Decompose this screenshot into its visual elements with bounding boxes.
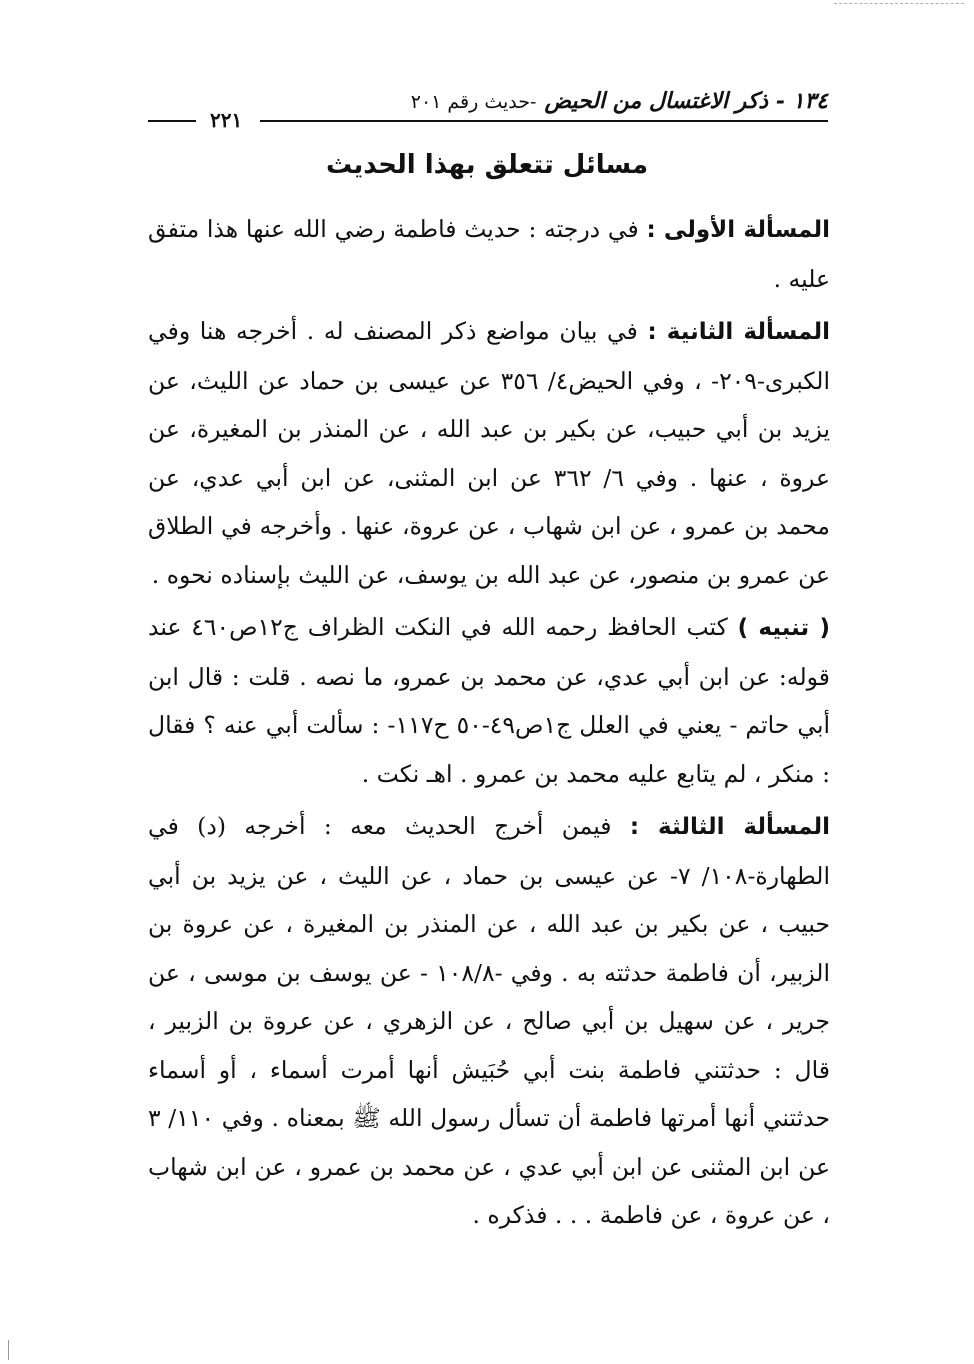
- paragraph-text: في درجته : حديث فاطمة رضي الله عنها هذا متفق عليه .: [148, 215, 830, 293]
- page-number: ٢٢١: [206, 108, 246, 132]
- scan-edge-left: [8, 1340, 9, 1360]
- body-text: [148, 205, 830, 1244]
- paragraph-first-issue: [148, 205, 830, 303]
- paragraph-second-issue: [148, 307, 830, 599]
- paragraph-text: في بيان مواضع ذكر المصنف له . أخرجه هنا وفي الكبرى-٢٠٩- ، وفي الحيض٤/ ٣٥٦ عن عيسى بن حماد عن الليث، عن يزيد بن أبي حبيب، عن بكير بن عبد الله ، عن المنذر بن المغيرة، عن عروة ، عنها . وفي ٦/ ٣٦٢ عن ابن المثنى، عن ابن أبي عدي، عن محمد بن عمرو ، عن ابن شهاب ، عن عروة، عنها . وأخرجه في الطلاق عن عمرو بن منصور، عن عبد الله بن يوسف، عن الليث بإسناده نحوه .: [148, 317, 831, 589]
- paragraph-third-issue: [148, 802, 830, 1240]
- header-title-row: [411, 88, 828, 116]
- paragraph-text: كتب الحافظ رحمه الله في النكت الظراف ج١٢ص٤٦٠ عند قوله: عن ابن أبي عدي، عن محمد بن عمرو، ما نصه . قلت : قال ابن أبي حاتم - يعني في العلل ج١ص٤٩-٥٠ ح١١٧- : سألت أبي عنه ؟ فقال : منكر ، لم يتابع عليه محمد بن عمرو . اهـ نكت .: [148, 613, 831, 788]
- paragraph-text: فيمن أخرج الحديث معه : أخرجه (د) في الطهارة-١٠٨/ ٧- عن عيسى بن حماد ، عن الليث ، عن يزيد بن أبي حبيب ، عن بكير بن عبد الله ، عن المنذر بن المغيرة ، عن عروة بن الزبير، أن فاطمة حدثته به . وفي -١٠٨/٨ - عن يوسف بن موسى ، عن جرير ، عن سهيل بن أبي صالح ، عن الزهري ، عن عروة بن الزبير ، قال : حدثتني فاطمة بنت أبي حُبَيش أنها أمرت أسماء ، أو أسماء حدثتني أنها أمرتها فاطمة أن تسأل رسول الله ﷺ بمعناه . وفي ١١٠/ ٣ عن ابن المثنى عن ابن أبي عدي ، عن محمد بن عمرو ، عن ابن شهاب ، عن عروة ، عن فاطمة . . . فذكره .: [148, 812, 830, 1229]
- paragraph-label: المسألة الثانية :: [647, 319, 831, 345]
- paragraph-label: المسألة الثالثة :: [629, 814, 830, 840]
- paragraph-note: [148, 603, 830, 798]
- running-header: [148, 88, 828, 132]
- paragraph-label: المسألة الأولى :: [646, 217, 830, 243]
- scan-edge-top: [0, 0, 974, 8]
- paragraph-label: ( تنبيه ): [737, 615, 830, 641]
- header-subtitle: -حديث رقم ٢٠١: [410, 91, 537, 113]
- header-title: ١٣٤ - ذكر الاغتسال من الحيض: [544, 88, 828, 114]
- section-title: مسائل تتعلق بهذا الحديث: [325, 150, 649, 180]
- header-rule-left: [148, 120, 196, 122]
- header-rule: [260, 120, 828, 122]
